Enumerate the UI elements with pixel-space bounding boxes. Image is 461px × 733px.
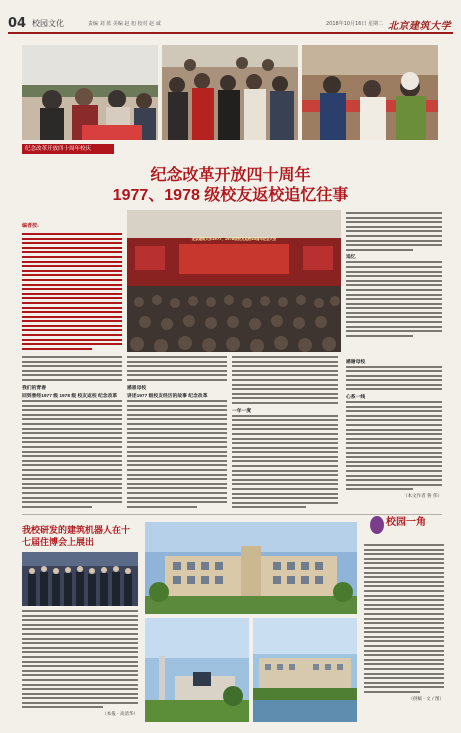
photo-alumni-reading bbox=[302, 45, 438, 140]
headline-line-2: 1977、1978 级校友返校追忆往事 bbox=[112, 187, 349, 204]
editor-credits: 责编 刘 蓝 美编 赵 旭 校对 赵 诚 bbox=[88, 21, 161, 27]
auditorium-banner-text: 北京建筑大学1977、1978级校友返校40周年纪念大会 bbox=[191, 237, 277, 241]
photo-robot-expo bbox=[22, 552, 138, 606]
subhead-frontline: 心系一线 bbox=[346, 395, 366, 401]
masthead: 北京建筑大学 bbox=[388, 21, 451, 32]
story1-byline: （本文作者 鲁 伟） bbox=[403, 493, 442, 499]
story-col-2 bbox=[127, 356, 227, 511]
subhead-recall: 追忆 bbox=[346, 255, 356, 261]
photo-alumni-signing bbox=[22, 45, 158, 140]
story-col-4 bbox=[346, 356, 442, 511]
story2-byline: （本报 · 高清华） bbox=[102, 712, 138, 718]
story-lead bbox=[22, 212, 122, 350]
page-header bbox=[8, 18, 453, 34]
section-label: 纪念改革开放四十周年校庆 bbox=[22, 144, 114, 154]
story-col-1 bbox=[22, 356, 122, 511]
lead-keyword: 编者按: bbox=[22, 223, 39, 229]
photo-campus-building bbox=[145, 522, 357, 614]
story-col-3 bbox=[232, 356, 338, 511]
story-right-top bbox=[346, 212, 442, 352]
story2-body bbox=[22, 610, 138, 722]
issue-date: 2018年10月16日 星期二 bbox=[326, 21, 384, 27]
subhead-youth: 我们的青春 bbox=[22, 385, 46, 391]
headline-line-1: 纪念改革开放四十周年 bbox=[150, 167, 311, 184]
section-name: 校园文化 bbox=[32, 19, 64, 28]
subhead-annual: 一年一度 bbox=[232, 408, 252, 414]
campus-corner-icon bbox=[370, 516, 384, 534]
section-divider bbox=[22, 514, 442, 515]
subhead-thanks: 感恩母校 bbox=[127, 385, 147, 391]
campus-corner-title: 校园一角 bbox=[386, 517, 426, 528]
photo-alumni-group bbox=[162, 45, 298, 140]
photo-campus-lake bbox=[253, 618, 357, 722]
story2-headline: 我校研发的建筑机器人在十七届住博会上展出 bbox=[22, 525, 131, 547]
photo-campus-tower bbox=[145, 618, 249, 722]
page-number: 04 bbox=[8, 16, 27, 31]
subhead-gratitude: 感谢母校 bbox=[346, 359, 366, 365]
photo-auditorium bbox=[127, 210, 341, 352]
story3-byline: （供稿 · 文 / 图） bbox=[408, 696, 444, 702]
subhead-story: 讲述1977 级校友经历的故事 纪念改革 bbox=[127, 394, 208, 400]
story3-body bbox=[364, 544, 444, 724]
subhead-return: 回到曾经1977 级 1978 级 校友返校 纪念改革 bbox=[22, 394, 118, 400]
